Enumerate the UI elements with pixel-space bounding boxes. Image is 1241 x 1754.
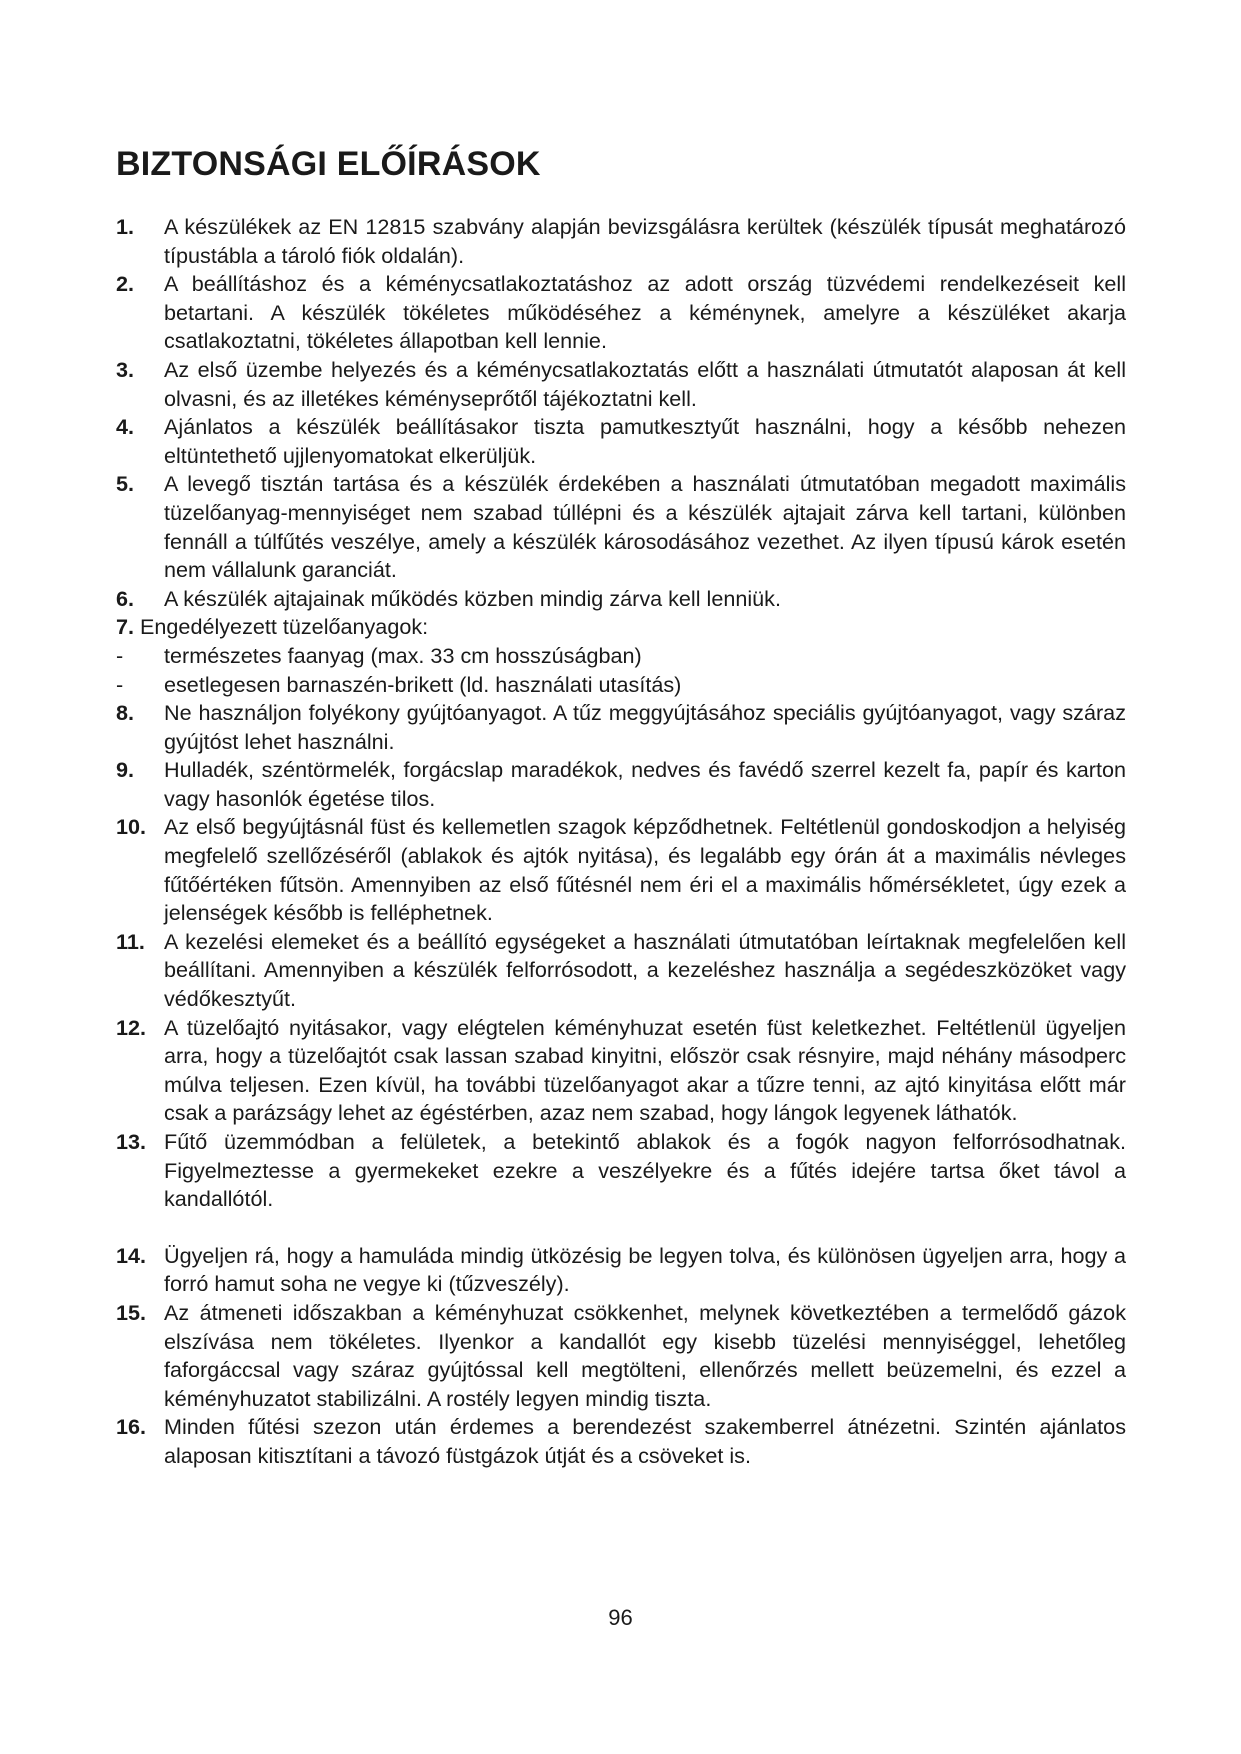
item-text: Fűtő üzemmódban a felületek, a betekintő ablakok és a fogók nagyon felforrósodhatnak. Figyelmeztesse a gyermekeket ezekre a veszélyekre és a fűtés idejére tartsa őket távol a kandallótól. [164, 1129, 1126, 1212]
item-text: A készülékek az EN 12815 szabvány alapján bevizsgálásra kerültek (készülék típusát meghatározó típustábla a tároló fiók oldalán). [164, 214, 1126, 268]
item-number: 11. [116, 928, 145, 954]
item-text: Hulladék, széntörmelék, forgácslap maradékok, nedves és favédő szerrel kezelt fa, papír és karton vagy hasonlók égetése tilos. [164, 757, 1126, 811]
list-item-2 [116, 270, 1126, 356]
item-text: A készülék ajtajainak működés közben mindig zárva kell lenniük. [164, 585, 781, 611]
item-number: 5. [116, 471, 135, 497]
item-number: 2. [116, 271, 135, 297]
item-number: 9. [116, 757, 135, 783]
list-item-16 [116, 1413, 1126, 1470]
item-text [116, 613, 1126, 642]
item-number: 15. [116, 1299, 147, 1325]
item-text: Az első begyújtásnál füst és kellemetlen szagok képződhetnek. Feltétlenül gondoskodjon a helyiség megfelelő szellőzéséről (ablakok és ajtók nyitása), és legalább egy órán át a maximális névleges fűtőértéken fűtsön. Amennyiben az első fűtésnél nem éri el a maximális hőmérsékletet, úgy ezek a jelenségek később is felléphetnek. [164, 814, 1126, 926]
item-number: 8. [116, 700, 135, 726]
item-text: Minden fűtési szezon után érdemes a berendezést szakemberrel átnézetni. Szintén ajánlatos alaposan kitisztítani a távozó füstgázok útját és a csöveket is. [164, 1414, 1126, 1468]
item-text: természetes faanyag (max. 33 cm hosszúságban) [164, 642, 642, 668]
item-number: 13. [116, 1129, 147, 1154]
item-number: 3. [116, 356, 135, 382]
list-item-3 [116, 356, 1126, 413]
item-text: Az első üzembe helyezés és a kéménycsatlakoztatás előtt a használati útmutatót alaposan át kell olvasni, és az illetékes kéményseprőtől tájékoztatni kell. [164, 356, 1126, 411]
list-subitem-wood [116, 642, 1126, 671]
item-number: 10. [116, 814, 147, 840]
list-item-12 [116, 1014, 1126, 1128]
list-item-6 [116, 585, 1126, 614]
list-item-8 [116, 699, 1126, 756]
item-text: A tüzelőajtó nyitásakor, vagy elégtelen kéményhuzat esetén füst keletkezhet. Feltétlenül ügyeljen arra, hogy a tüzelőajtót csak lassan szabad kinyitni, először csak résnyire, majd néhány másodperc múlva teljesen. Ezen kívül, ha további tüzelőanyagot akar a tűzre tenni, az ajtó kinyitása előtt már csak a parázságy lehet az égéstérben, azaz nem szabad, hogy lángok legyenek láthatók. [164, 1014, 1126, 1126]
list-item-4 [116, 413, 1126, 470]
page-title: BIZTONSÁGI ELŐÍRÁSOK [116, 145, 541, 183]
list-item-10 [116, 813, 1126, 927]
item-text: A kezelési elemeket és a beállító egységeket a használati útmutatóban leírtaknak megfelelően kell beállítani. Amennyiben a készülék felforrósodott, a kezeléshez használja a segédeszközöket vagy védőkesztyűt. [164, 928, 1126, 1012]
dash-bullet: - [116, 642, 124, 668]
list-item-1 [116, 213, 1126, 270]
item-number: 7. [116, 614, 135, 640]
list-item-15 [116, 1299, 1126, 1413]
list-item-9 [116, 756, 1126, 813]
item-text: Ajánlatos a készülék beállításakor tiszta pamutkesztyűt használni, hogy a később nehezen eltüntethető ujjlenyomatokat elkerüljük. [164, 414, 1126, 468]
item-number: 14. [116, 1242, 147, 1268]
dash-bullet: - [116, 671, 124, 697]
list-item-7 [116, 613, 1126, 642]
spacer [116, 1214, 1126, 1242]
list-item-13 [116, 1128, 1126, 1214]
list-item-11 [116, 928, 1126, 1014]
item-text: Ne használjon folyékony gyújtóanyagot. A tűz meggyújtásához speciális gyújtóanyagot, vagy száraz gyújtóst lehet használni. [164, 700, 1126, 754]
list-item-5 [116, 470, 1126, 584]
page-number: 96 [608, 1605, 633, 1630]
item-text-content: Engedélyezett tüzelőanyagok: [140, 614, 429, 640]
item-number: 16. [116, 1414, 147, 1440]
item-number: 6. [116, 585, 135, 611]
list-item-14 [116, 1242, 1126, 1299]
item-text: Az átmeneti időszakban a kéményhuzat csökkenhet, melynek következtében a termelődő gázok elszívása nem tökéletes. Ilyenkor a kandallót egy kisebb tüzelési mennyiséggel, lehetőleg faforgáccsal vagy száraz gyújtóssal kell megtölteni, ellenőrzés mellett beüzemelni, és ezzel a kéményhuzatot stabilizálni. A rostély legyen mindig tiszta. [164, 1299, 1126, 1411]
item-text: esetlegesen barnaszén-brikett (ld. használati utasítás) [164, 671, 682, 697]
item-text: Ügyeljen rá, hogy a hamuláda mindig ütközésig be legyen tolva, és különösen ügyeljen arra, hogy a forró hamut soha ne vegye ki (tűzveszély). [164, 1242, 1126, 1297]
item-number: 12. [116, 1014, 147, 1040]
list-subitem-briquette [116, 671, 1126, 700]
item-number: 4. [116, 414, 135, 440]
item-number: 1. [116, 214, 135, 239]
safety-rules-list [116, 213, 1126, 1471]
item-text: A beállításhoz és a kéménycsatlakoztatáshoz az adott ország tüzvédemi rendelkezéseit kell betartani. A készülék tökéletes működéséhez a kéménynek, amelyre a készüléket akarja csatlakoztatni, tökéletes állapotban kell lennie. [164, 271, 1126, 354]
item-text: A levegő tisztán tartása és a készülék érdekében a használati útmutatóban megadott maximális tüzelőanyag-mennyiséget nem szabad túllépni és a készülék ajtajait zárva kell tartani, különben fennáll a túlfűtés veszélye, amely a készülék károsodásához vezethet. Az ilyen típusú károk esetén nem vállalunk garanciát. [164, 471, 1126, 583]
